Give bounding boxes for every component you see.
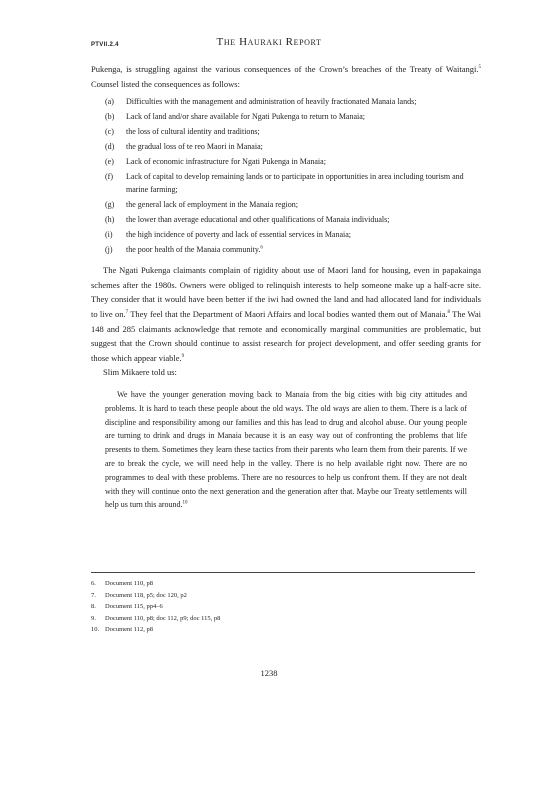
footnote-number: 9. (91, 614, 96, 622)
list-item (105, 95, 481, 108)
footnote-text: Document 112, p8 (105, 626, 153, 634)
quote-text: We have the younger generation moving back to Manaia from the big cities with big city attitudes and problems. It is hard to teach these people about the old ways. The old ways are alien to them. There is a lack of discipline and responsibility among our families and this has lead to drug and alcohol abuse. Our young people are turning to drink and drugs in Manaia because it is an easy way out of confronting the problems that life presents to them. Sometimes they learn these tactics from their parents who learn them from their parents. If we are to break the cycle, we will need help in the valley. There is no help available right now. There are no programmes to deal with these problems. There are no resources to help us confront them. If they are not dealt with they will continue onto the next generation and the generation after that. Maybe our Treaty settlements will help us turn this around. (105, 389, 467, 510)
running-head: The Hauraki Report (216, 36, 322, 48)
footnote-text: Document 110, p8 (105, 580, 153, 587)
list-item (105, 213, 481, 226)
paragraph-text: The Wai 148 and 285 claimants acknowledge that remote and economically marginal communities are problematic, but suggest that the Crown should continue to assist research for project development, and offer seeding grants for those which appear viable. (91, 308, 481, 363)
footnote-text: Document 110, p8; doc 112, p9; doc 115, p8 (105, 614, 221, 622)
list-item-text: Lack of capital to develop remaining lands or to participate in opportunities in area including tourism and marine farming; (126, 172, 464, 195)
page-number: 1238 (260, 668, 278, 678)
list-item-text: Lack of economic infrastructure for Ngati Pukenga in Manaia; (126, 157, 326, 167)
list-item-letter: (c) (105, 127, 114, 137)
footnote-item (91, 624, 220, 636)
footnote-item (91, 590, 220, 602)
footnote-text: Document 115, pp4–6 (105, 603, 163, 611)
body-text (91, 62, 481, 512)
list-item (105, 243, 481, 256)
footnote-number: 8. (91, 603, 96, 611)
intro-paragraph (91, 62, 481, 91)
footnote-number: 6. (91, 580, 96, 587)
list-item-letter: (g) (105, 200, 115, 210)
list-item-letter: (j) (105, 245, 113, 255)
list-item (105, 155, 481, 168)
intro-text: Pukenga, is struggling against the various consequences of the Crown’s breaches of the Treaty of Waitangi. (91, 64, 479, 74)
list-item (105, 125, 481, 138)
footnote-ref: 7 (125, 310, 129, 316)
list-item-letter: (h) (105, 215, 115, 225)
quote-paragraph (105, 388, 467, 512)
consequences-list (105, 95, 481, 256)
list-item-text: the gradual loss of te reo Maori in Manaia; (126, 142, 263, 152)
footnotes (91, 578, 220, 636)
footnote-item (91, 601, 220, 613)
list-item-letter: (a) (105, 97, 114, 107)
list-item-text: the poor health of the Manaia community.$^6$ (126, 245, 263, 255)
footnote-text: Document 118, p5; doc 120, p2 (105, 591, 187, 599)
list-item (105, 110, 481, 123)
footnote-item (91, 578, 220, 590)
list-item-text: Lack of land and/or share available for Ngati Pukenga to return to Manaia; (126, 112, 366, 122)
footnote-item (91, 613, 220, 625)
section-tag: PTVII.2.4 (91, 42, 119, 48)
footnote-ref: 9 (181, 353, 185, 359)
footnote-ref: 6 (260, 245, 263, 251)
list-item (105, 140, 481, 153)
list-item-text: Difficulties with the management and administration of heavily fractionated Manaia lands; (126, 97, 417, 107)
list-item-text: the lower than average educational and other qualifications of Manaia individuals; (126, 215, 390, 225)
list-item-letter: (i) (105, 230, 113, 240)
footnote-divider (91, 572, 475, 573)
footnote-ref: 8 (447, 310, 451, 316)
list-item (105, 198, 481, 211)
block-quote (105, 388, 467, 512)
list-item-letter: (e) (105, 157, 114, 167)
list-item (105, 170, 481, 196)
list-item-text: the loss of cultural identity and traditions; (126, 127, 260, 137)
footnote-ref: 10 (182, 500, 188, 506)
list-item-text: the high incidence of poverty and lack of essential services in Manaia; (126, 230, 352, 240)
list-item-letter: (b) (105, 112, 115, 122)
list-item-text: the general lack of employment in the Manaia region; (126, 200, 298, 210)
paragraph-text: The Ngati Pukenga claimants complain of rigidity about use of Maori land for housing, even in papakainga schemes after the 1980s. Owners were obliged to relinquish interests to help someone make up a half-acre site. They consider that it would have been better if the iwi had owned the land and had allocated land for individuals to live on. (91, 265, 481, 319)
footnote-number: 10. (91, 626, 100, 634)
paragraph-housing (91, 263, 481, 365)
intro-text-cont: Counsel listed the consequences as follows: (91, 78, 240, 89)
paragraph-text: They feel that the Department of Maori Affairs and local bodies wanted them out of Manaia. (128, 308, 448, 319)
paragraph-intro-quote: Slim Mikaere told us: (103, 367, 177, 378)
footnote-number: 7. (91, 591, 96, 599)
footnote-ref: 5 (478, 65, 481, 71)
list-item-letter: (f) (105, 172, 113, 182)
list-item (105, 228, 481, 241)
list-item-letter: (d) (105, 142, 115, 152)
